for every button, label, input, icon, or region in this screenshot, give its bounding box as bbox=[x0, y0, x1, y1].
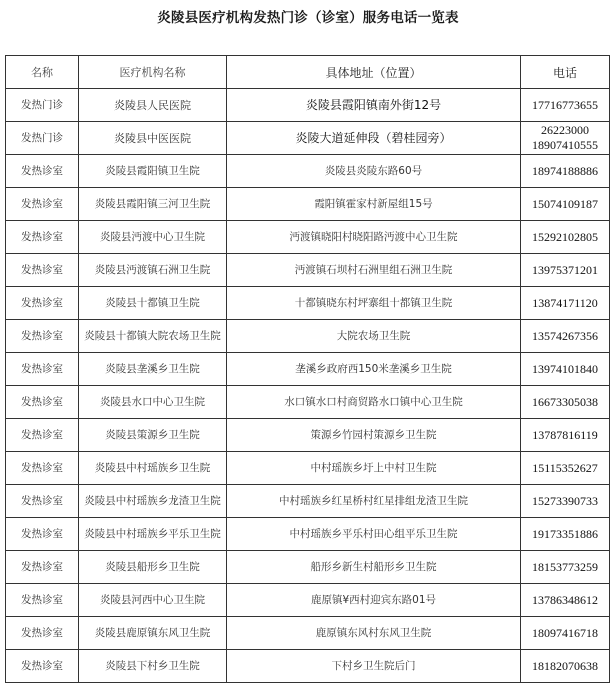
row-institution: 炎陵县霞阳镇三河卫生院 bbox=[79, 188, 227, 221]
row-type: 发热诊室 bbox=[6, 650, 79, 683]
row-type: 发热诊室 bbox=[6, 584, 79, 617]
row-phone bbox=[521, 452, 610, 485]
table-row bbox=[6, 485, 610, 518]
row-type: 发热诊室 bbox=[6, 419, 79, 452]
row-phone bbox=[521, 122, 610, 155]
row-institution: 炎陵县十都镇大院农场卫生院 bbox=[79, 320, 227, 353]
row-type: 发热诊室 bbox=[6, 254, 79, 287]
table-body bbox=[6, 89, 610, 683]
row-institution: 炎陵县船形乡卫生院 bbox=[79, 551, 227, 584]
row-type: 发热诊室 bbox=[6, 221, 79, 254]
phone-number: 18182070638 bbox=[532, 658, 598, 673]
row-phone bbox=[521, 254, 610, 287]
table-header-row bbox=[6, 56, 610, 89]
phone-number: 26223000 bbox=[541, 123, 589, 137]
row-phone bbox=[521, 353, 610, 386]
row-phone bbox=[521, 485, 610, 518]
fever-clinic-table bbox=[5, 55, 610, 683]
phone-number: 19173351886 bbox=[532, 526, 598, 541]
phone-number: 13787816119 bbox=[532, 427, 598, 442]
header-name: 名称 bbox=[6, 56, 79, 89]
table-row bbox=[6, 518, 610, 551]
phone-number: 15292102805 bbox=[532, 229, 598, 244]
table-row bbox=[6, 254, 610, 287]
row-institution: 炎陵县霞阳镇卫生院 bbox=[79, 155, 227, 188]
row-phone bbox=[521, 221, 610, 254]
row-phone bbox=[521, 650, 610, 683]
row-phone bbox=[521, 419, 610, 452]
table-row bbox=[6, 551, 610, 584]
row-address: 十都镇晓东村坪寨组十都镇卫生院 bbox=[227, 287, 521, 320]
row-type: 发热诊室 bbox=[6, 617, 79, 650]
row-address: 霞阳镇霍家村新屋组15号 bbox=[227, 188, 521, 221]
row-type: 发热诊室 bbox=[6, 155, 79, 188]
row-address: 大院农场卫生院 bbox=[227, 320, 521, 353]
table-row bbox=[6, 320, 610, 353]
phone-number: 17716773655 bbox=[532, 97, 598, 112]
row-phone bbox=[521, 188, 610, 221]
phone-number: 15273390733 bbox=[532, 493, 598, 508]
row-institution: 炎陵县沔渡中心卫生院 bbox=[79, 221, 227, 254]
row-address: 炎陵县炎陵东路60号 bbox=[227, 155, 521, 188]
row-address: 下村乡卫生院后门 bbox=[227, 650, 521, 683]
phone-number: 13975371201 bbox=[532, 262, 598, 277]
header-institution: 医疗机构名称 bbox=[79, 56, 227, 89]
row-address: 沔渡镇石坝村石洲里组石洲卫生院 bbox=[227, 254, 521, 287]
header-address: 具体地址（位置） bbox=[227, 56, 521, 89]
table-row bbox=[6, 353, 610, 386]
phone-number: 18907410555 bbox=[532, 138, 598, 152]
table-row bbox=[6, 617, 610, 650]
row-type: 发热诊室 bbox=[6, 353, 79, 386]
row-address: 鹿原镇¥西村迎宾东路01号 bbox=[227, 584, 521, 617]
row-address: 炎陵大道延伸段（碧桂园旁） bbox=[227, 122, 521, 155]
row-address: 鹿原镇东风村东风卫生院 bbox=[227, 617, 521, 650]
row-institution: 炎陵县中村瑶族乡龙渣卫生院 bbox=[79, 485, 227, 518]
row-institution: 炎陵县十都镇卫生院 bbox=[79, 287, 227, 320]
phone-number: 18097416718 bbox=[532, 625, 598, 640]
row-phone bbox=[521, 551, 610, 584]
row-phone bbox=[521, 386, 610, 419]
document-title: 炎陵县医疗机构发热门诊（诊室）服务电话一览表 bbox=[157, 10, 459, 26]
phone-number: 18974188886 bbox=[532, 163, 598, 178]
table-row bbox=[6, 89, 610, 122]
row-type: 发热诊室 bbox=[6, 551, 79, 584]
row-address: 沔渡镇晓阳村晓阳路沔渡中心卫生院 bbox=[227, 221, 521, 254]
row-type: 发热诊室 bbox=[6, 485, 79, 518]
row-phone bbox=[521, 89, 610, 122]
row-institution: 炎陵县垄溪乡卫生院 bbox=[79, 353, 227, 386]
row-address: 船形乡新生村船形乡卫生院 bbox=[227, 551, 521, 584]
table-row bbox=[6, 452, 610, 485]
row-type: 发热诊室 bbox=[6, 320, 79, 353]
table-row bbox=[6, 386, 610, 419]
row-institution: 炎陵县中医医院 bbox=[79, 122, 227, 155]
row-institution: 炎陵县鹿原镇东风卫生院 bbox=[79, 617, 227, 650]
phone-number: 15115352627 bbox=[532, 460, 598, 475]
row-phone bbox=[521, 584, 610, 617]
table-row bbox=[6, 221, 610, 254]
phone-number: 13786348612 bbox=[532, 592, 598, 607]
row-institution: 炎陵县水口中心卫生院 bbox=[79, 386, 227, 419]
row-phone bbox=[521, 617, 610, 650]
table-row bbox=[6, 287, 610, 320]
table-row bbox=[6, 419, 610, 452]
table-row bbox=[6, 650, 610, 683]
phone-number: 15074109187 bbox=[532, 196, 598, 211]
phone-number: 18153773259 bbox=[532, 559, 598, 574]
row-type: 发热诊室 bbox=[6, 386, 79, 419]
row-address: 炎陵县霞阳镇南外街12号 bbox=[227, 89, 521, 122]
row-type: 发热门诊 bbox=[6, 89, 79, 122]
row-phone bbox=[521, 320, 610, 353]
header-phone: 电话 bbox=[521, 56, 610, 89]
row-address: 中村瑶族乡平乐村田心组平乐卫生院 bbox=[227, 518, 521, 551]
row-address: 中村瑶族乡红星桥村红星排组龙渣卫生院 bbox=[227, 485, 521, 518]
row-phone bbox=[521, 287, 610, 320]
row-address: 策源乡竹园村策源乡卫生院 bbox=[227, 419, 521, 452]
phone-number: 13874171120 bbox=[532, 295, 598, 310]
row-type: 发热门诊 bbox=[6, 122, 79, 155]
row-phone bbox=[521, 518, 610, 551]
row-institution: 炎陵县下村乡卫生院 bbox=[79, 650, 227, 683]
row-institution: 炎陵县中村瑶族乡卫生院 bbox=[79, 452, 227, 485]
row-institution: 炎陵县河西中心卫生院 bbox=[79, 584, 227, 617]
row-type: 发热诊室 bbox=[6, 287, 79, 320]
row-address: 中村瑶族乡圩上中村卫生院 bbox=[227, 452, 521, 485]
row-address: 水口镇水口村商贸路水口镇中心卫生院 bbox=[227, 386, 521, 419]
table-row bbox=[6, 155, 610, 188]
row-institution: 炎陵县沔渡镇石洲卫生院 bbox=[79, 254, 227, 287]
table-row bbox=[6, 584, 610, 617]
row-type: 发热诊室 bbox=[6, 188, 79, 221]
table-row bbox=[6, 122, 610, 155]
row-type: 发热诊室 bbox=[6, 518, 79, 551]
row-phone bbox=[521, 155, 610, 188]
phone-number: 13974101840 bbox=[532, 361, 598, 376]
row-type: 发热诊室 bbox=[6, 452, 79, 485]
row-institution: 炎陵县中村瑶族乡平乐卫生院 bbox=[79, 518, 227, 551]
table-row bbox=[6, 188, 610, 221]
row-address: 垄溪乡政府西150米垄溪乡卫生院 bbox=[227, 353, 521, 386]
row-institution: 炎陵县人民医院 bbox=[79, 89, 227, 122]
row-institution: 炎陵县策源乡卫生院 bbox=[79, 419, 227, 452]
phone-number: 13574267356 bbox=[532, 328, 598, 343]
phone-number: 16673305038 bbox=[532, 394, 598, 409]
